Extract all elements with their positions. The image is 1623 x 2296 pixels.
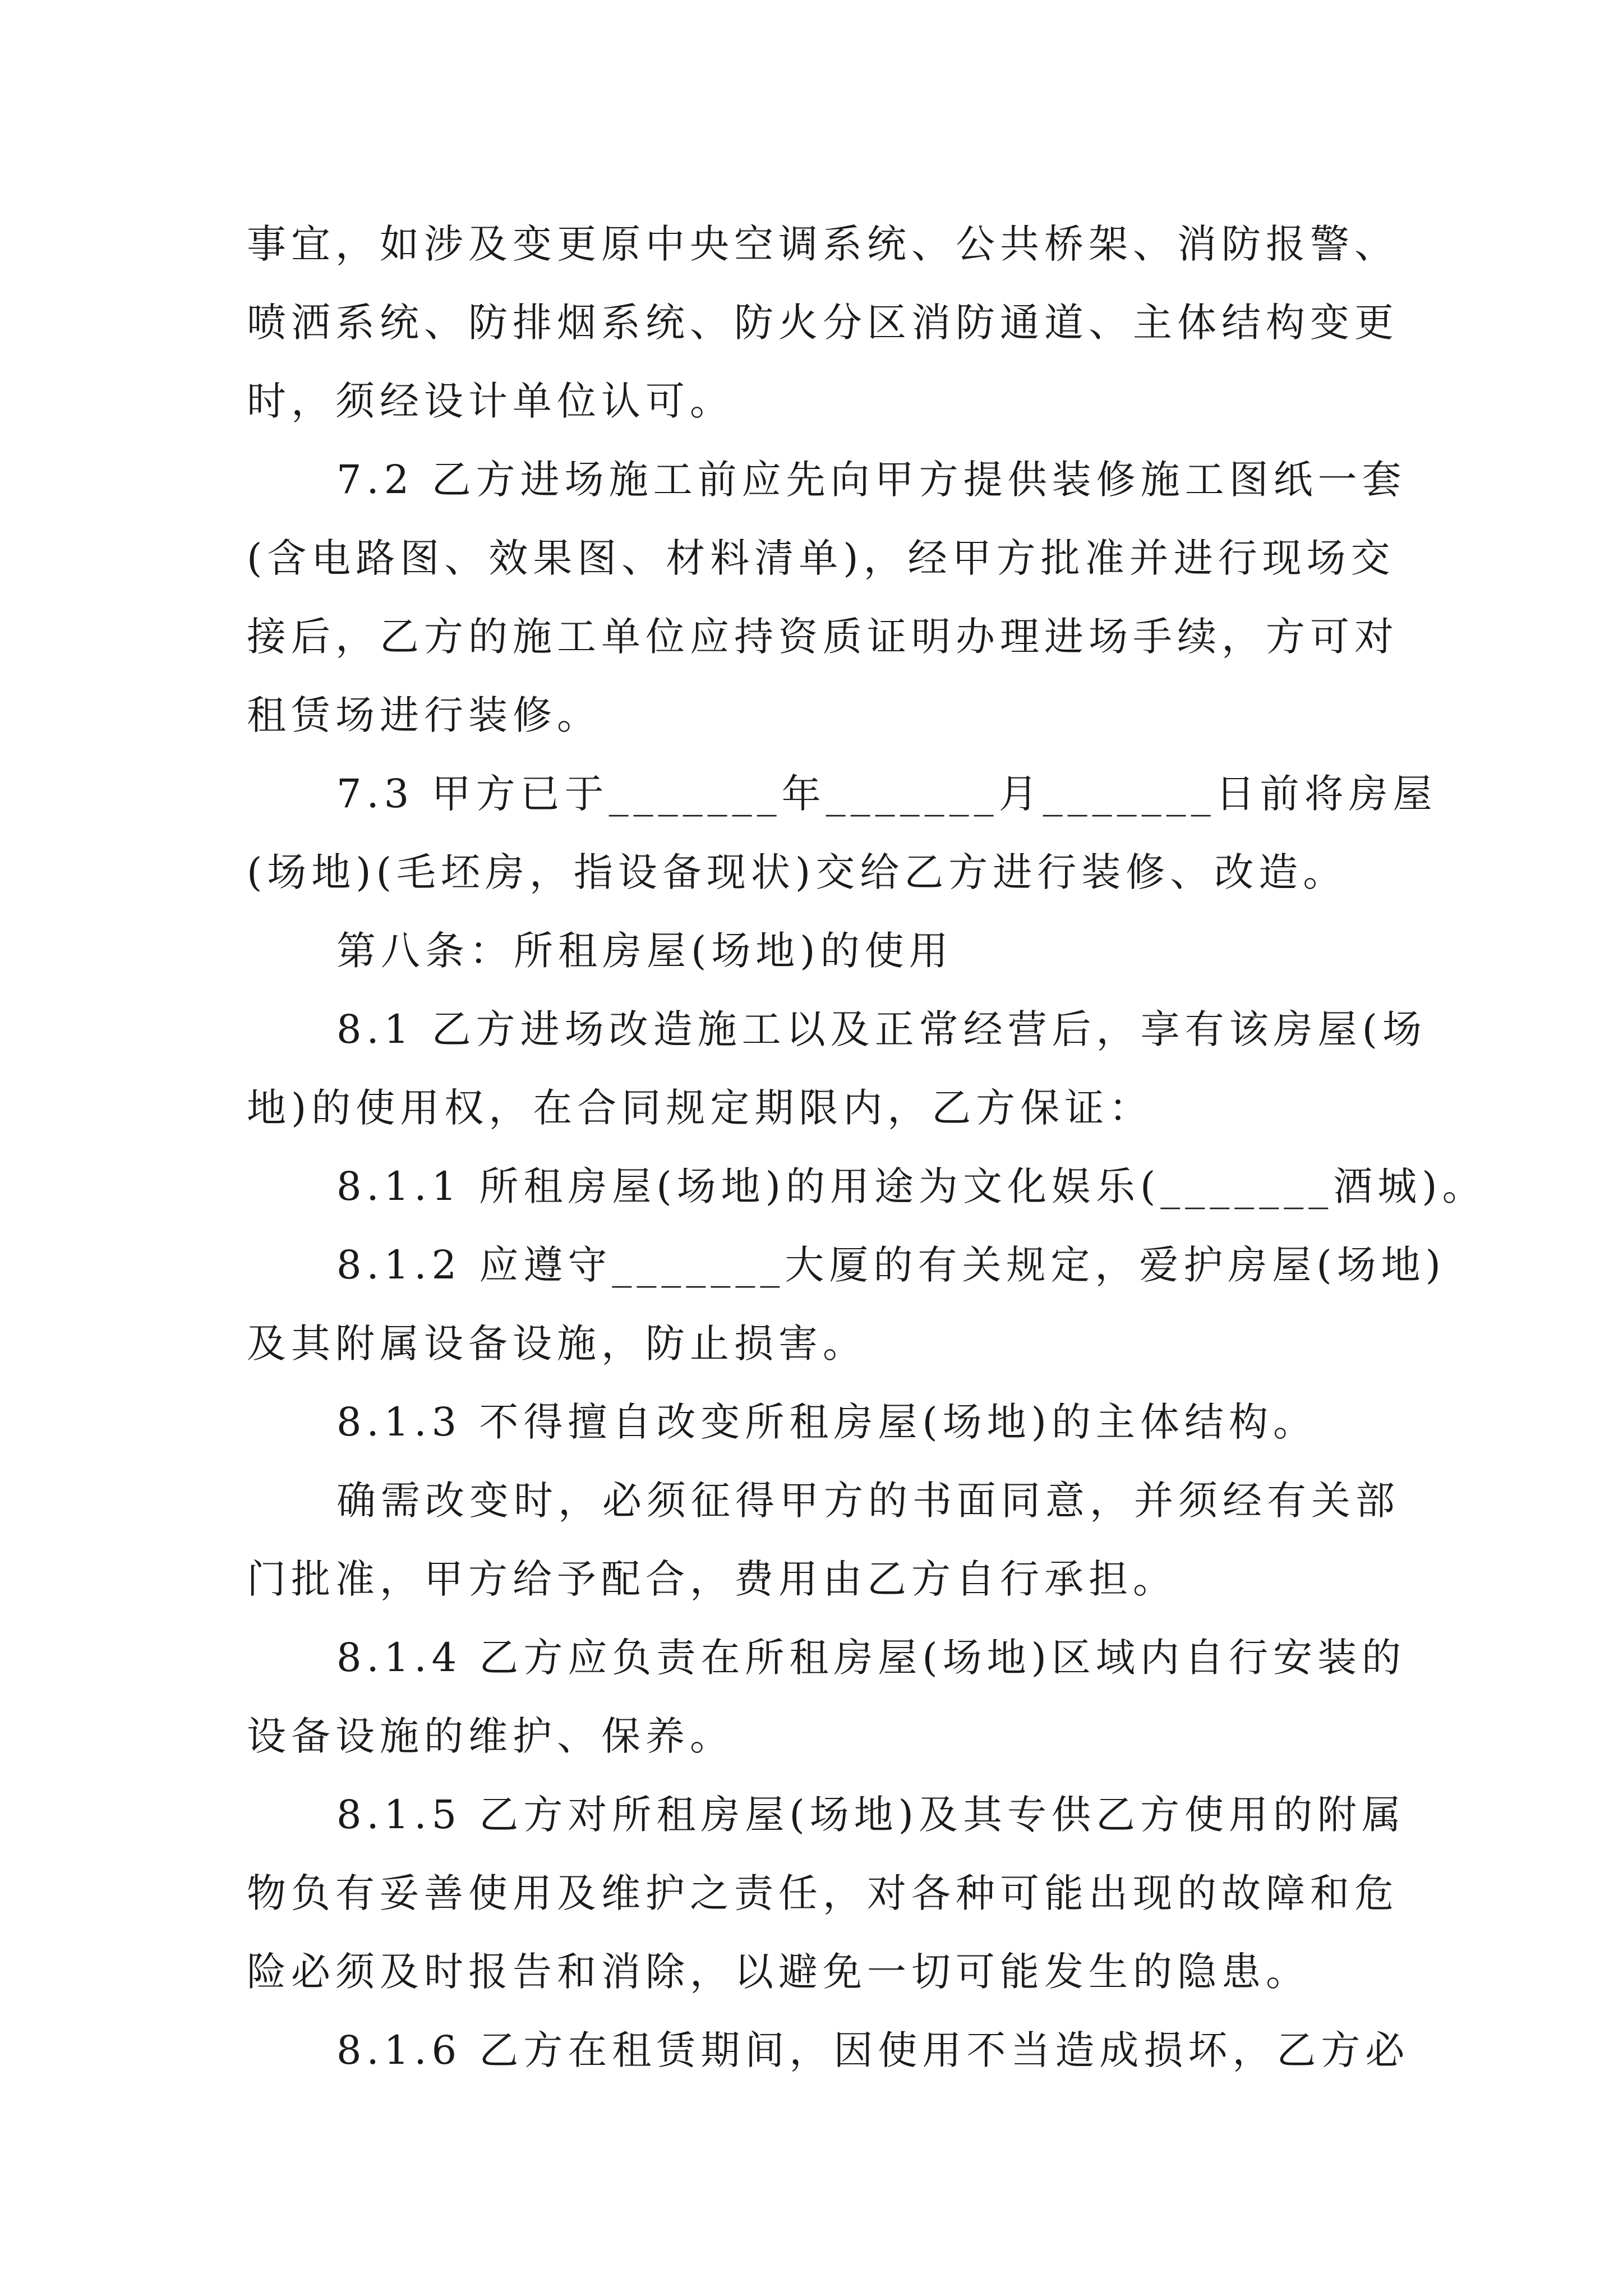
text-line: 8.1 乙方进场改造施工以及正常经营后，享有该房屋(场 xyxy=(336,1006,1427,1052)
text-line: 及其附属设备设施，防止损害。 xyxy=(247,1320,867,1366)
text-line: 8.1.6 乙方在租赁期间，因使用不当造成损坏，乙方必 xyxy=(336,2027,1410,2073)
text-line: 7.2 乙方进场施工前应先向甲方提供装修施工图纸一套 xyxy=(336,457,1407,503)
text-line: 8.1.4 乙方应负责在所租房屋(场地)区域内自行安装的 xyxy=(336,1635,1406,1681)
text-line: 事宜，如涉及变更原中央空调系统、公共桥架、消防报警、 xyxy=(247,221,1399,267)
text-line: 时，须经设计单位认可。 xyxy=(247,378,734,424)
text-line: 门批准，甲方给予配合，费用由乙方自行承担。 xyxy=(247,1556,1177,1602)
text-line: 接后，乙方的施工单位应持资质证明办理进场手续，方可对 xyxy=(247,614,1399,660)
text-line: 7.3 甲方已于_______年_______月_______日前将房屋 xyxy=(336,771,1437,817)
text-line: 8.1.2 应遵守_______大厦的有关规定，爱护房屋(场地) xyxy=(336,1242,1446,1288)
section-heading: 第八条：所租房屋(场地)的使用 xyxy=(336,928,953,974)
text-line: (场地)(毛坯房，指设备现状)交给乙方进行装修、改造。 xyxy=(247,849,1348,895)
text-line: 确需改变时，必须征得甲方的书面同意，并须经有关部 xyxy=(336,1478,1400,1524)
text-line: 喷洒系统、防排烟系统、防火分区消防通道、主体结构变更 xyxy=(247,300,1399,346)
text-line: 8.1.5 乙方对所租房屋(场地)及其专供乙方使用的附属 xyxy=(336,1792,1406,1838)
text-line: (含电路图、效果图、材料清单)，经甲方批准并进行现场交 xyxy=(247,535,1395,581)
text-line: 租赁场进行装修。 xyxy=(247,692,601,738)
text-line: 8.1.3 不得擅自改变所租房屋(场地)的主体结构。 xyxy=(336,1399,1317,1445)
text-line: 险必须及时报告和消除，以避免一切可能发生的隐患。 xyxy=(247,1949,1310,1995)
text-line: 物负有妥善使用及维护之责任，对各种可能出现的故障和危 xyxy=(247,1870,1399,1916)
text-line: 地)的使用权，在合同规定期限内，乙方保证： xyxy=(247,1085,1154,1131)
text-line: 设备设施的维护、保养。 xyxy=(247,1713,734,1759)
text-line: 8.1.1 所租房屋(场地)的用途为文化娱乐(_______酒城)。 xyxy=(336,1163,1487,1209)
